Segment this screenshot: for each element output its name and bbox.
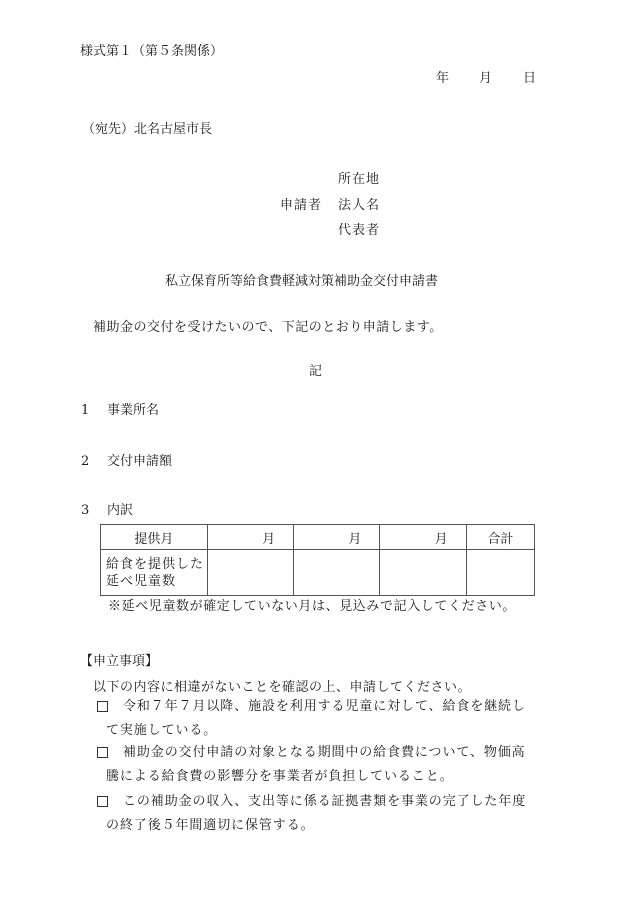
cell-total-count[interactable] — [466, 550, 534, 596]
row-label-line-2: 延べ児童数 — [106, 573, 177, 589]
table-note: ※延べ児童数が確定していない月は、見込みで記入してください。 — [108, 599, 517, 614]
item-3-label: 内訳 — [107, 503, 134, 518]
declaration-2-checkbox[interactable] — [97, 747, 108, 758]
declaration-1-line-1: 令和７年７月以降、施設を利用する児童に対して、給食を継続し — [123, 699, 526, 714]
header-cell-month-label: 提供月 — [101, 525, 208, 550]
document-title: 私立保育所等給食費軽減対策補助金交付申請書 — [165, 274, 439, 289]
row-label-line-1: 給食を提供した — [106, 556, 205, 572]
item-2-label: 交付申請額 — [107, 454, 173, 469]
declaration-2-line-2: 騰による給食費の影響分を事業者が負担していること。 — [106, 769, 454, 784]
applicant-address-label: 所在地 — [338, 172, 381, 187]
date-year-label: 年 — [436, 71, 450, 86]
item-1-label: 事業所名 — [107, 403, 160, 418]
declaration-1-checkbox[interactable] — [97, 701, 108, 712]
declaration-1-line-2: て実施している。 — [106, 723, 218, 738]
ki-heading: 記 — [309, 364, 323, 379]
declarations-heading: 【申立事項】 — [80, 654, 159, 669]
applicant-label: 申請者 — [280, 198, 323, 213]
cell-month-3-count[interactable] — [380, 550, 466, 596]
table-row — [101, 550, 535, 596]
table-header-row — [101, 525, 535, 550]
declaration-3-checkbox[interactable] — [97, 796, 108, 807]
date-month-label: 月 — [479, 71, 493, 86]
date-day-label: 日 — [523, 71, 537, 86]
header-cell-month-2: 月 — [294, 525, 380, 550]
item-3-number: 3 — [81, 503, 90, 518]
applicant-corporation-label: 法人名 — [338, 198, 381, 213]
declaration-3-line-2: の終了後５年間適切に保管する。 — [106, 818, 315, 833]
item-2-number: 2 — [81, 454, 90, 469]
item-1-number: 1 — [81, 403, 90, 418]
header-cell-total: 合計 — [466, 525, 534, 550]
breakdown-table — [100, 524, 535, 596]
header-cell-month-3: 月 — [380, 525, 466, 550]
cell-month-1-count[interactable] — [207, 550, 293, 596]
declarations-instruction: 以下の内容に相違がないことを確認の上、申請してください。 — [93, 680, 472, 695]
header-cell-month-1: 月 — [207, 525, 293, 550]
applicant-representative-label: 代表者 — [338, 223, 381, 238]
row-label-cell — [101, 550, 208, 596]
declaration-2-line-1: 補助金の交付申請の対象となる期間中の給食費について、物価高 — [123, 745, 526, 760]
addressee: （宛先）北名古屋市長 — [82, 122, 213, 137]
cell-month-2-count[interactable] — [294, 550, 380, 596]
form-number: 様式第１（第５条関係） — [80, 44, 224, 59]
intro-text: 補助金の交付を受けたいので、下記のとおり申請します。 — [93, 320, 443, 335]
declaration-3-line-1: この補助金の収入、支出等に係る証拠書類を事業の完了した年度 — [123, 794, 527, 809]
